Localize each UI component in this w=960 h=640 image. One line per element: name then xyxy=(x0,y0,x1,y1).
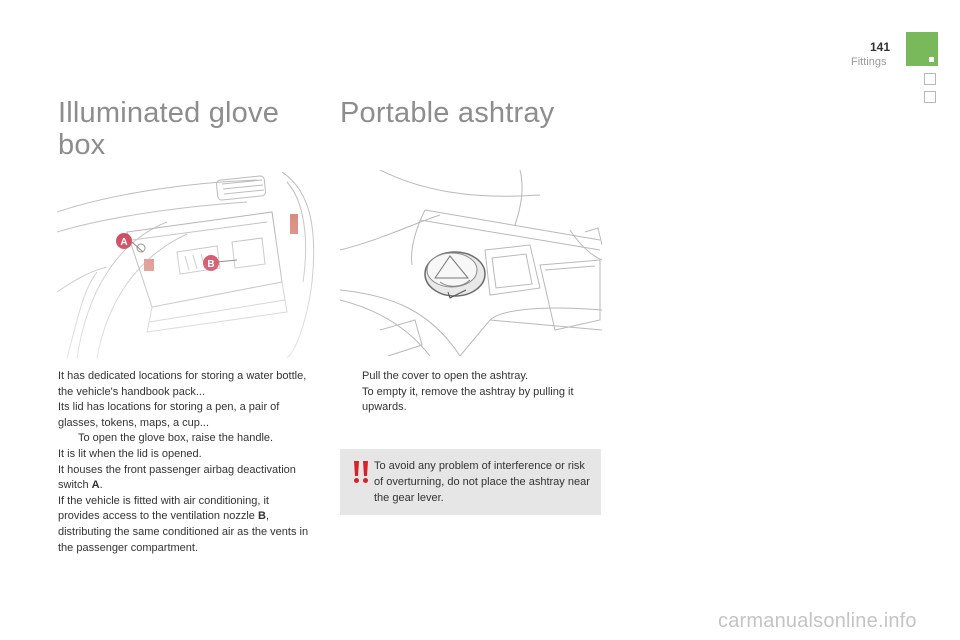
tab-marker xyxy=(929,57,934,62)
airbag-end: . xyxy=(99,479,103,492)
bullet-text: Pull the cover to open the ashtray. xyxy=(362,370,529,382)
paragraph: It has dedicated locations for storing a water bottle, the vehicle's handbook pack... xyxy=(58,370,307,398)
airbag-text: It houses the front passenger airbag deactivation switch xyxy=(58,463,296,492)
bullet-text: To open the glove box, raise the handle. xyxy=(78,432,274,445)
page-number: 141 xyxy=(870,40,891,54)
ashtray-icon xyxy=(425,252,485,298)
section-tab[interactable] xyxy=(924,73,936,85)
section-tab[interactable] xyxy=(924,91,936,103)
glove-box-illustration xyxy=(57,172,317,358)
vent-text: If the vehicle is fitted with air conditioning, it provides access to the ventilation nozzle xyxy=(58,494,269,523)
warning-exclamation-icon xyxy=(352,459,370,485)
ref-b: B xyxy=(257,510,266,523)
warning-text: To avoid any problem of interference or risk of overturning, do not place the ashtray near the gear lever. xyxy=(374,460,590,504)
ashtray-instructions xyxy=(342,369,604,416)
ref-a: A xyxy=(91,479,100,492)
ashtray-illustration xyxy=(340,170,602,356)
watermark: carmanualsonline.info xyxy=(718,610,917,632)
ashtray-heading: Portable ashtray xyxy=(340,97,555,129)
paragraph: It is lit when the lid is opened. xyxy=(58,447,202,460)
glove-box-description xyxy=(58,369,310,556)
instruction-bullet xyxy=(58,431,310,447)
section-label: Fittings xyxy=(851,56,887,68)
glove-box-heading: Illuminated glove box xyxy=(58,97,280,161)
paragraph: Its lid has locations for storing a pen, a pair of glasses, tokens, maps, a cup... xyxy=(58,401,280,429)
paragraph xyxy=(58,494,310,556)
instruction-bullet xyxy=(342,385,604,416)
instruction-bullet xyxy=(342,369,604,385)
bullet-text: To empty it, remove the ashtray by pulling it upwards. xyxy=(362,385,574,414)
warning-box xyxy=(340,449,601,515)
section-tab-active[interactable] xyxy=(906,32,938,66)
vent-end: , distributing the same conditioned air as the vents in the passenger compartment. xyxy=(58,510,309,554)
paragraph xyxy=(58,463,310,494)
